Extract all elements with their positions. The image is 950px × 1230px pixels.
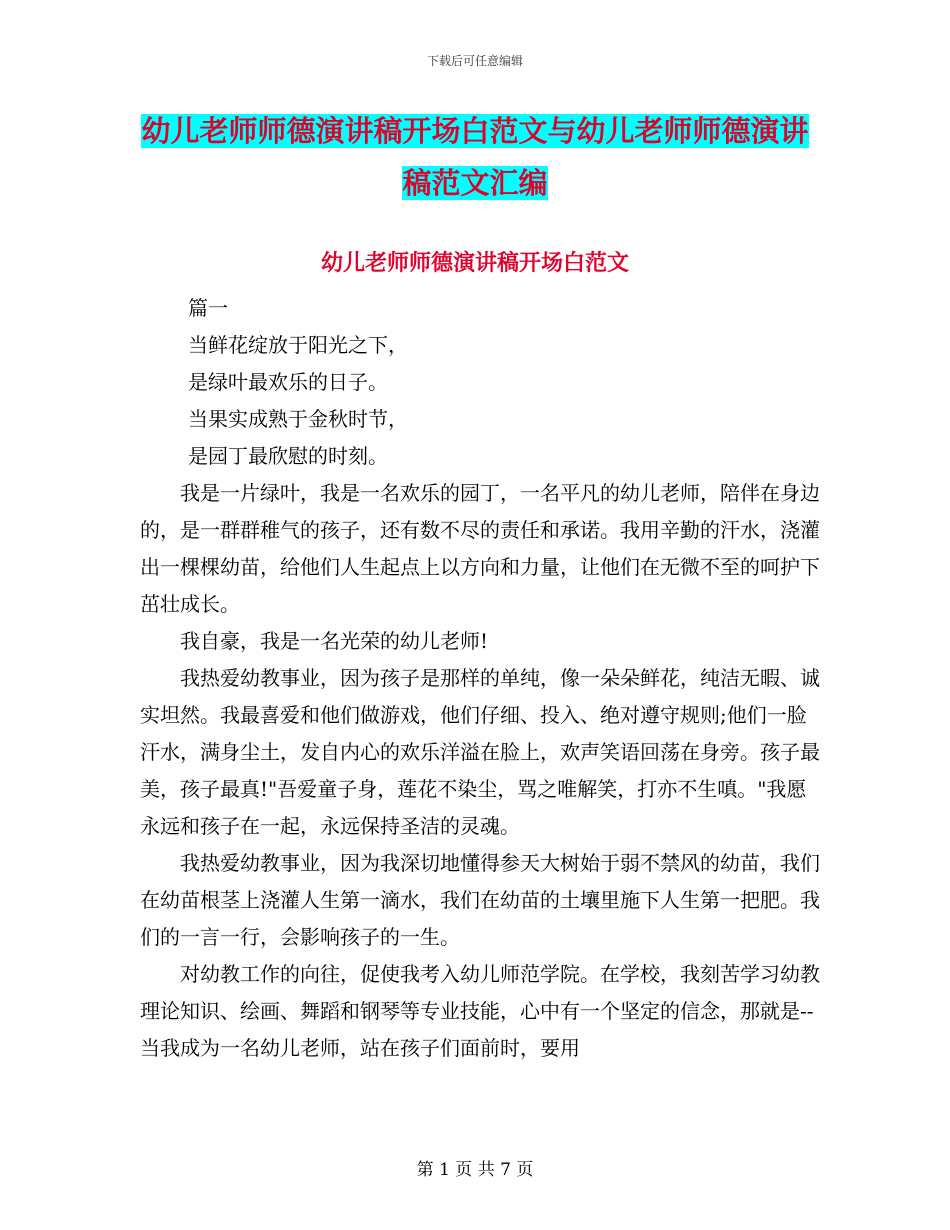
paragraph: 我自豪，我是一名光荣的幼儿老师! [180,629,489,653]
text-line: 篇一 [188,296,228,320]
paragraph: 我是一片绿叶，我是一名欢乐的园丁，一名平凡的幼儿老师，陪伴在身边的，是一群群稚气的孩子，还有数不尽的责任和承诺。我用辛勤的汗水，浇灌出一棵棵幼苗，给他们人生起点上以方向和力量，让他们在无微不至的呵护下茁壮成长。 [140,481,820,616]
document-body [140,290,820,1067]
page-footer: 第 1 页 共 7 页 [416,1160,534,1180]
document-title [100,105,850,209]
title-line-1: 幼儿老师师德演讲稿开场白范文与幼儿老师师德演讲 [141,114,809,148]
header-note: 下载后可任意编辑 [426,54,523,68]
text-line: 是园丁最欣慰的时刻。 [188,444,388,468]
section-title: 幼儿老师师德演讲稿开场白范文 [320,251,629,276]
text-line: 是绿叶最欢乐的日子。 [188,370,388,394]
paragraph: 我热爱幼教事业，因为孩子是那样的单纯，像一朵朵鲜花，纯洁无暇、诚实坦然。我最喜爱和他们做游戏，他们仔细、投入、绝对遵守规则;他们一脸汗水，满身尘土，发自内心的欢乐洋溢在脸上，欢声笑语回荡在身旁。孩子最美，孩子最真!"吾爱童子身，莲花不染尘，骂之唯解笑，打亦不生嗔。"我愿永远和孩子在一起，永远保持圣洁的灵魂。 [140,666,820,838]
paragraph: 我热爱幼教事业，因为我深切地懂得参天大树始于弱不禁风的幼苗，我们在幼苗根茎上浇灌人生第一滴水，我们在幼苗的土壤里施下人生第一把肥。我们的一言一行，会影响孩子的一生。 [140,851,820,949]
text-line: 当果实成熟于金秋时节， [188,407,408,431]
text-line: 当鲜花绽放于阳光之下， [188,333,408,357]
title-line-2: 稿范文汇编 [402,166,548,200]
paragraph: 对幼教工作的向往，促使我考入幼儿师范学院。在学校，我刻苦学习幼教理论知识、绘画、舞蹈和钢琴等专业技能，心中有一个坚定的信念，那就是--当我成为一名幼儿老师，站在孩子们面前时，要用 [140,962,820,1060]
